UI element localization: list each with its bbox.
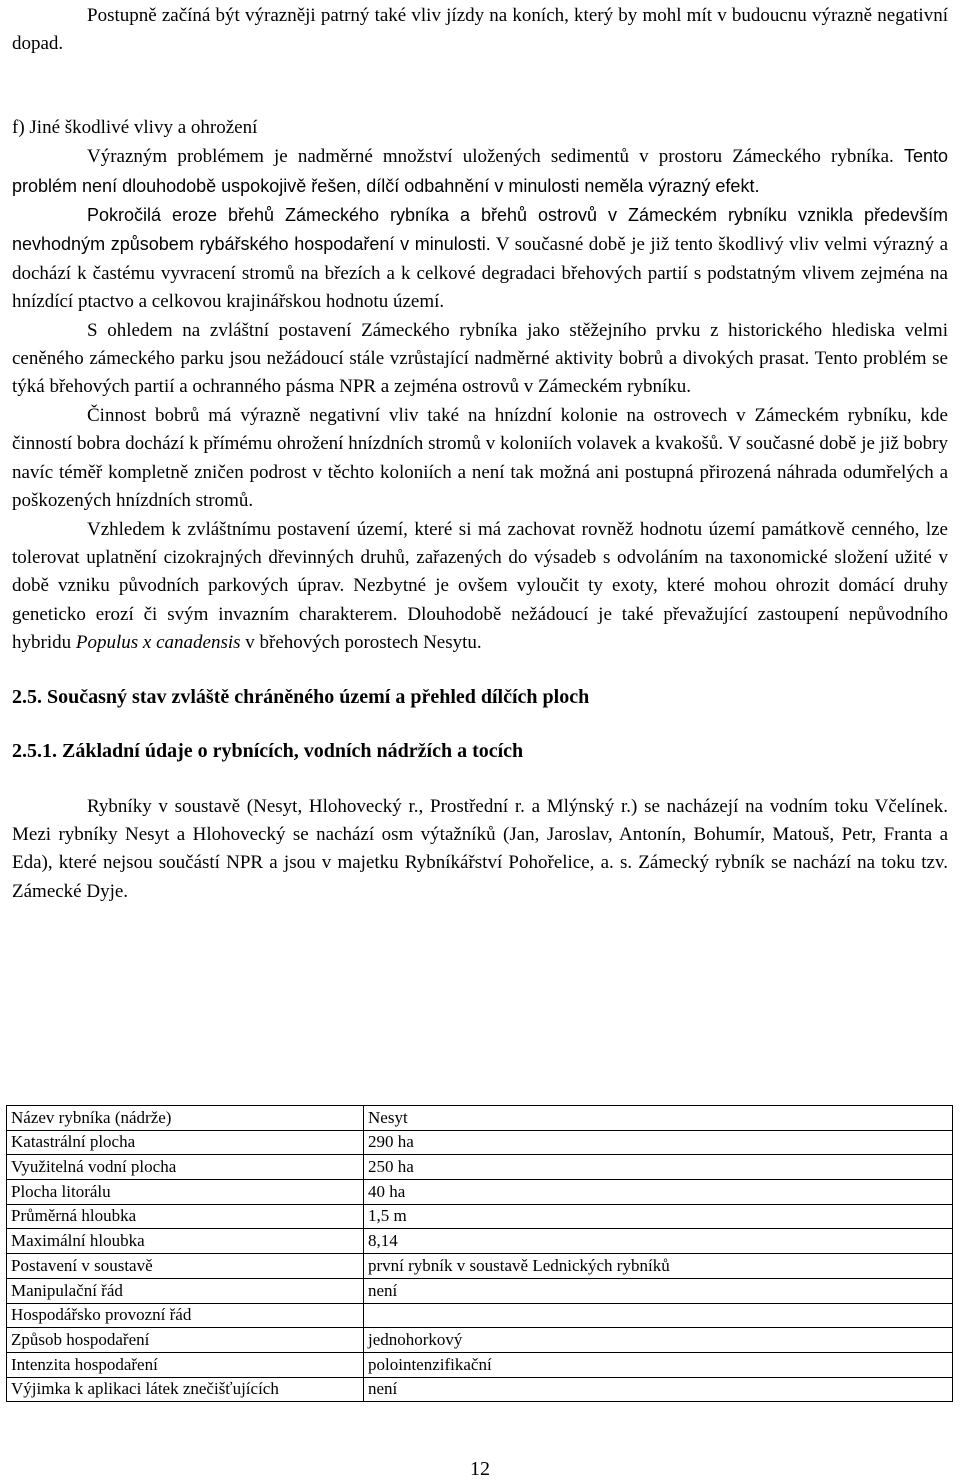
table-cell-value: Nesyt bbox=[364, 1106, 953, 1131]
table-row bbox=[7, 1130, 953, 1155]
table-cell-label: Výjimka k aplikaci látek znečišťujících bbox=[7, 1377, 364, 1402]
document-page bbox=[12, 0, 948, 906]
paragraph-horse-riding: Postupně začíná být výrazněji patrný také vliv jízdy na koních, který by mohl mít v budoucnu výrazně negativní dopad. bbox=[12, 5, 948, 55]
paragraph-erosion-sans: Pokročilá eroze břehů Zámeckého rybníka a břehů ostrovů v Zámeckém rybníku vznikla především nevhodným způsobem rybářského hospodaření v minulosti. bbox=[12, 205, 948, 255]
table-cell-label: Maximální hloubka bbox=[7, 1229, 364, 1254]
paragraph-sediments bbox=[12, 142, 948, 201]
table-cell-label: Katastrální plocha bbox=[7, 1130, 364, 1155]
table-row bbox=[7, 1106, 953, 1131]
table-cell-value: první rybník v soustavě Lednických rybníků bbox=[364, 1254, 953, 1279]
pond-info-table-body bbox=[7, 1106, 953, 1402]
table-row bbox=[7, 1180, 953, 1205]
table-row bbox=[7, 1278, 953, 1303]
paragraph-exotic-text-a: Vzhledem k zvláštnímu postavení území, které si má zachovat rovněž hodnotu území památkově cenného, lze tolerovat uplatnění cizokrajných dřevinných druhů, zařazených do výsadeb s odvoláním na taxonomické složení užité v době vzniku původních parkových úprav. Nezbytné je ovšem vyloučit ty exoty, které mohou ohrozit domácí druhy geneticko erozí či svým invazním charakterem. Dlouhodobě nežádoucí je také převažující zastoupení nepůvodního hybridu bbox=[12, 518, 948, 654]
table-row bbox=[7, 1377, 953, 1402]
paragraph-beavers-boars: S ohledem na zvláštní postavení Zámeckého rybníka jako stěžejního prvku z historického hlediska velmi ceněného zámeckého parku jsou nežádoucí stále vzrůstající nadměrné aktivity bobrů a divokých prasat. Tento problém se týká břehových partií a ochranného pásma NPR a zejména ostrovů v Zámeckém rybníku. bbox=[12, 319, 948, 398]
species-name: Populus x canadensis bbox=[75, 632, 241, 654]
table-row bbox=[7, 1229, 953, 1254]
table-row bbox=[7, 1328, 953, 1353]
table-cell-value: 290 ha bbox=[364, 1130, 953, 1155]
table-cell-label: Průměrná hloubka bbox=[7, 1204, 364, 1229]
paragraph-erosion bbox=[12, 201, 948, 317]
table-row bbox=[7, 1303, 953, 1328]
table-cell-label: Plocha litorálu bbox=[7, 1180, 364, 1205]
table-cell-value: 1,5 m bbox=[364, 1204, 953, 1229]
table-cell-label: Manipulační řád bbox=[7, 1278, 364, 1303]
heading-section-2-5: 2.5. Současný stav zvláště chráněného území a přehled dílčích ploch bbox=[12, 685, 590, 708]
table-row bbox=[7, 1352, 953, 1377]
table-cell-value: 8,14 bbox=[364, 1229, 953, 1254]
table-row bbox=[7, 1155, 953, 1180]
table-cell-label: Využitelná vodní plocha bbox=[7, 1155, 364, 1180]
paragraph-sediments-sans: Tento problém není dlouhodobě uspokojivě řešen, dílčí odbahnění v minulosti neměla výrazný efekt. bbox=[12, 146, 948, 196]
paragraph-exotic-text-b: v břehových porostech Nesytu. bbox=[240, 632, 482, 654]
table-row bbox=[7, 1204, 953, 1229]
table-cell-label: Hospodářsko provozní řád bbox=[7, 1303, 364, 1328]
pond-info-table bbox=[6, 1105, 953, 1402]
page-number: 12 bbox=[470, 1458, 490, 1480]
table-cell-label: Postavení v soustavě bbox=[7, 1254, 364, 1279]
table-cell-value: není bbox=[364, 1278, 953, 1303]
table-cell-value: jednohorkový bbox=[364, 1328, 953, 1353]
heading-section-2-5-1: 2.5.1. Základní údaje o rybnících, vodních nádržích a tocích bbox=[12, 739, 524, 762]
table-cell-value: 40 ha bbox=[364, 1180, 953, 1205]
table-cell-value: 250 ha bbox=[364, 1155, 953, 1180]
table-cell-value: není bbox=[364, 1377, 953, 1402]
table-cell-value: polointenzifikační bbox=[364, 1352, 953, 1377]
table-cell-label: Intenzita hospodaření bbox=[7, 1352, 364, 1377]
paragraph-exotic-trees bbox=[12, 516, 948, 658]
table-cell-value bbox=[364, 1303, 953, 1328]
table-cell-label: Způsob hospodaření bbox=[7, 1328, 364, 1353]
paragraph-sediments-serif: Výrazným problémem je nadměrné množství uložených sedimentů v prostoru Zámeckého rybníka. bbox=[87, 146, 904, 168]
paragraph-erosion-serif: V současné době je již tento škodlivý vliv velmi výrazný a dochází k častému vyvracení stromů na březích a k celkové degradaci břehových partií s podstatným vlivem zejména na hnízdící ptactvo a celkovou krajinářskou hodnotu území. bbox=[12, 234, 949, 313]
heading-other-threats: f) Jiné škodlivé vlivy a ohrožení bbox=[12, 116, 258, 138]
paragraph-beaver-activity: Činnost bobrů má výrazně negativní vliv také na hnízdní kolonie na ostrovech v Zámeckém rybníku, kde činností bobra dochází k přímému ohrožení hnízdních stromů v koloniích volavek a kvakošů. V současné době je již bobry navíc téměř kompletně zničen podrost v těchto koloniích a není tak možná ani postupná přirozená náhrada odumřelých a poškozených hnízdních stromů. bbox=[12, 404, 948, 512]
paragraph-ponds-system: Rybníky v soustavě (Nesyt, Hlohovecký r., Prostřední r. a Mlýnský r.) se nacházejí na vodním toku Včelínek. Mezi rybníky Nesyt a Hlohovecký se nachází osm výtažníků (Jan, Jaroslav, Antonín, Bohumír, Matouš, Petr, Franta a Eda), které nejsou součástí NPR a jsou v majetku Rybníkářství Pohořelice, a. s. Zámecký rybník se nachází na toku tzv. Zámecké Dyje. bbox=[12, 795, 948, 902]
table-row bbox=[7, 1254, 953, 1279]
table-cell-label: Název rybníka (nádrže) bbox=[7, 1106, 364, 1131]
